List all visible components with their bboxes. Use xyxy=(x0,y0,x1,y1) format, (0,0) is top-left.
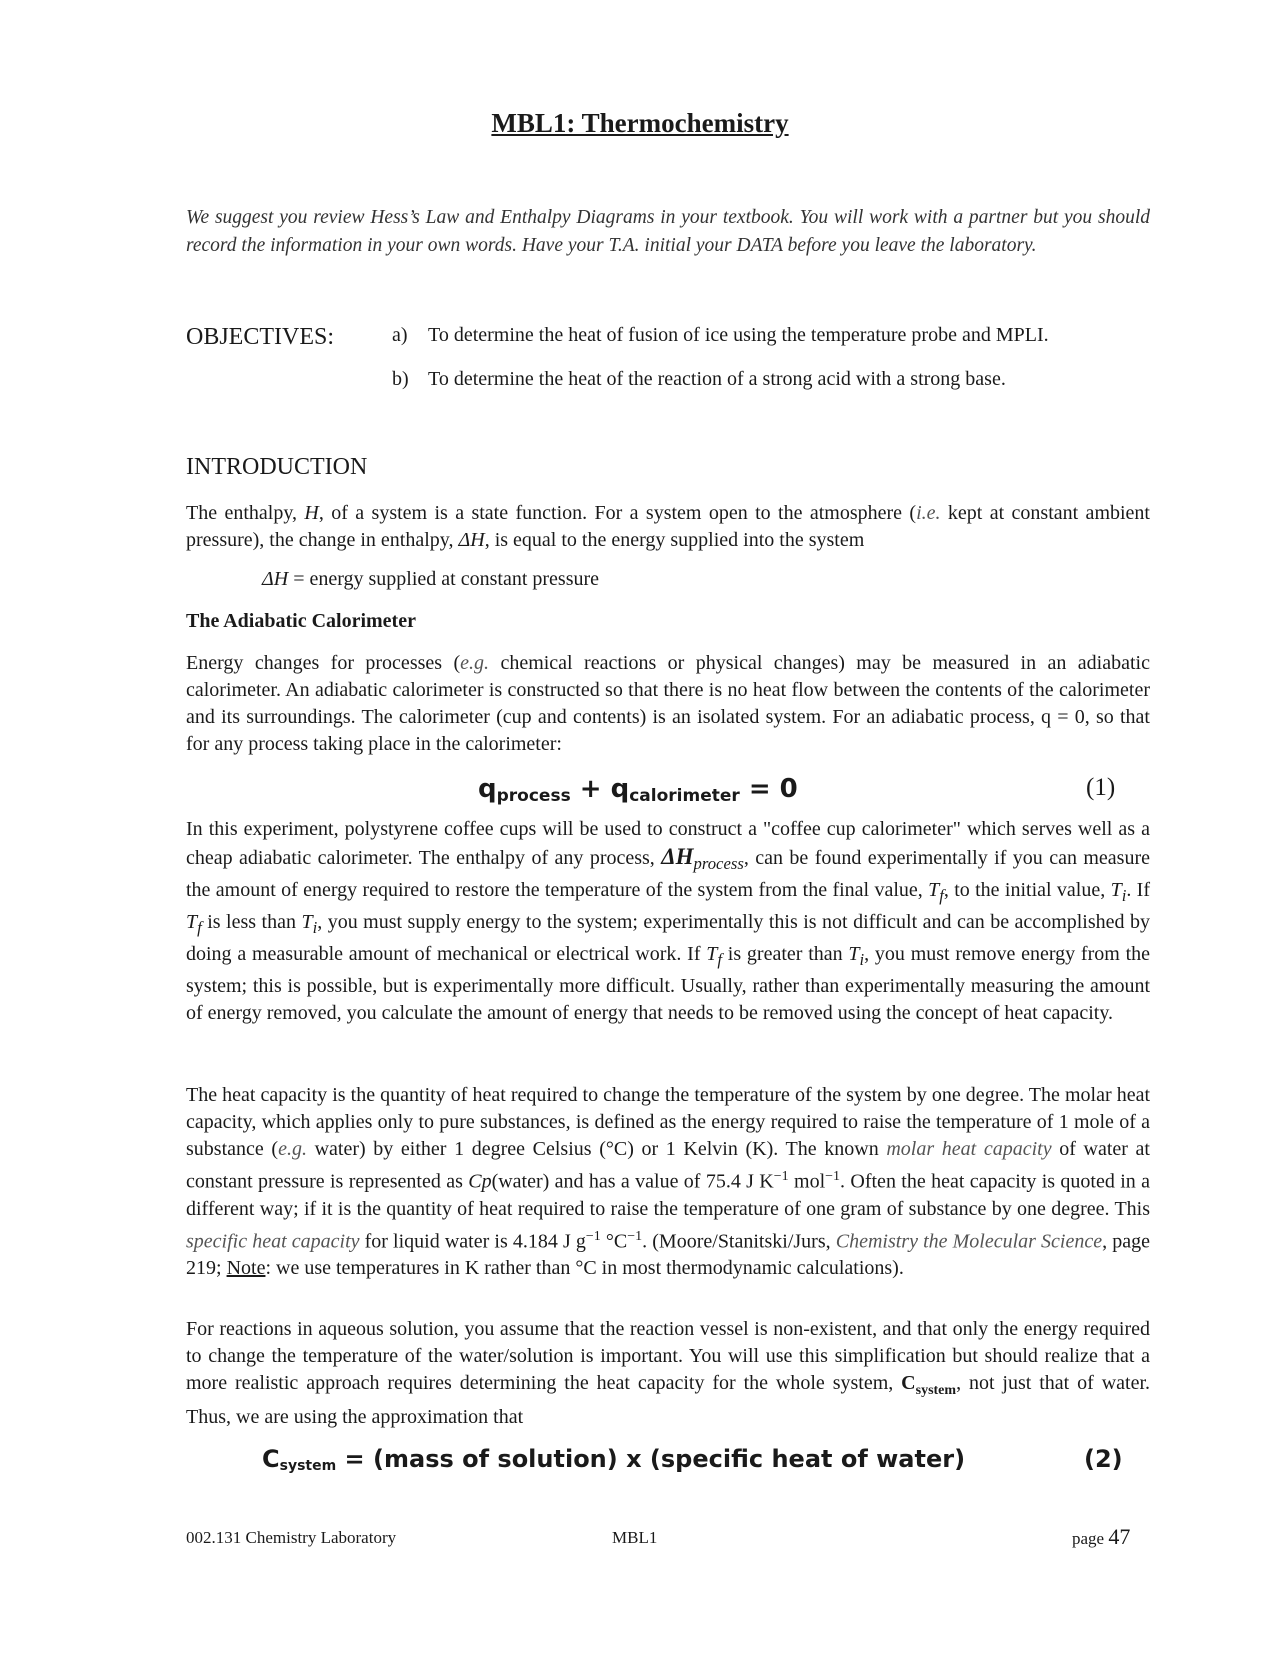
equation-1: $q_{process} + q_{calorimeter} = 0$ xyxy=(478,774,798,806)
aqueous-paragraph: For reactions in aqueous solution, you assume that the reaction vessel is non-existent, and that only the energy required to change the temperature of the water/solution is important. You will use this simplification but should realize that a more realistic approach requires determining the heat capacity for the whole system, $C_{system}$, not just that of water. Thus, we are using the approximation that xyxy=(186,1318,1151,1428)
equation-number: (1) xyxy=(1086,774,1116,801)
intro-note: We suggest you review Hess’s Law and Enthalpy Diagrams in your textbook. You will work with a partner but you should record the information in your own words. Have your T.A. initial your DATA before you leave the laboratory. xyxy=(186,207,1150,256)
calorimeter-paragraph: Energy changes for processes (e.g. chemical reactions or physical changes) may be measured in an adiabatic calorimeter. An adiabatic calorimeter is constructed so that there is no heat flow between the contents of the calorimeter and its surroundings. The calorimeter (cup and contents) is an isolated system. For an adiabatic process, q = 0, so that for any process taking place in the calorimeter: xyxy=(186,652,1150,755)
experiment-paragraph: In this experiment, polystyrene coffee cups will be used to construct a "coffee cup calorimeter" which serves well as a cheap adiabatic calorimeter. The enthalpy of any process, $\Delta H_{process}$, can be found experimentally if you can measure the amount of energy required to restore the temperature of the system from the final value, $T_f$, to the initial value, $T_i$. If $T_f$ is less than $T_i$, you must supply energy to the system; experimentally this is not difficult and can be accomplished by doing a measurable amount of mechanical or electrical work. If $T_f$ is greater than $T_i$, you must remove energy from the system; this is possible, but is experimentally more difficult. Usually, rather than experimentally measuring the amount of energy removed, you calculate the amount of energy that needs to be removed using the concept of heat capacity. xyxy=(186,818,1151,1024)
objective-text: To determine the heat of the reaction of a strong acid with a strong base. xyxy=(428,368,1006,390)
equation-number: (2) xyxy=(1084,1445,1123,1473)
introduction-heading: INTRODUCTION xyxy=(186,454,368,480)
section-heading: The Adiabatic Calorimeter xyxy=(186,610,416,632)
objective-item xyxy=(392,368,1006,391)
enthalpy-equation: ΔH = energy supplied at constant pressure xyxy=(262,568,600,590)
objective-item xyxy=(392,324,1049,347)
heat-capacity-paragraph: The heat capacity is the quantity of heat required to change the temperature of the system by one degree. The molar heat capacity, which applies only to pure substances, is defined as the energy required to raise the temperature of 1 mole of a substance (e.g. water) by either 1 degree Celsius (°C) or 1 Kelvin (K). The known molar heat capacity of water at constant pressure is represented as Cp(water) and has a value of 75.4 J $K^{-1}$ mol$^{-1}$. Often the heat capacity is quoted in a different way; if it is the quantity of heat required to raise the temperature of one gram of substance by one degree. This specific heat capacity for liquid water is 4.184 J $g^{-1}$ $^\circ C^{-1}$. (Moore/Stanitski/Jurs, Chemistry the Molecular Science, page 219; Note: we use temperatures in K rather than °C in most thermodynamic calculations). xyxy=(186,1084,1150,1280)
objective-label: a) xyxy=(392,324,408,346)
page-title: MBL1: Thermochemistry xyxy=(491,108,789,138)
objective-label: b) xyxy=(392,368,409,390)
objective-text: To determine the heat of fusion of ice using the temperature probe and MPLI. xyxy=(428,324,1049,346)
footer-page-number: page 47 xyxy=(1072,1524,1131,1549)
footer-course: 002.131 Chemistry Laboratory xyxy=(186,1528,397,1547)
footer-lab-code: MBL1 xyxy=(612,1528,658,1547)
equation-2: $C_{system}$ = (mass of solution) x (specific heat of water) xyxy=(262,1445,966,1474)
intro-paragraph: The enthalpy, H, of a system is a state function. For a system open to the atmosphere (i.e. kept at constant ambient pressure), the change in enthalpy, ΔH, is equal to the energy supplied into the system xyxy=(186,502,1150,551)
objectives-heading: OBJECTIVES: xyxy=(186,324,335,350)
